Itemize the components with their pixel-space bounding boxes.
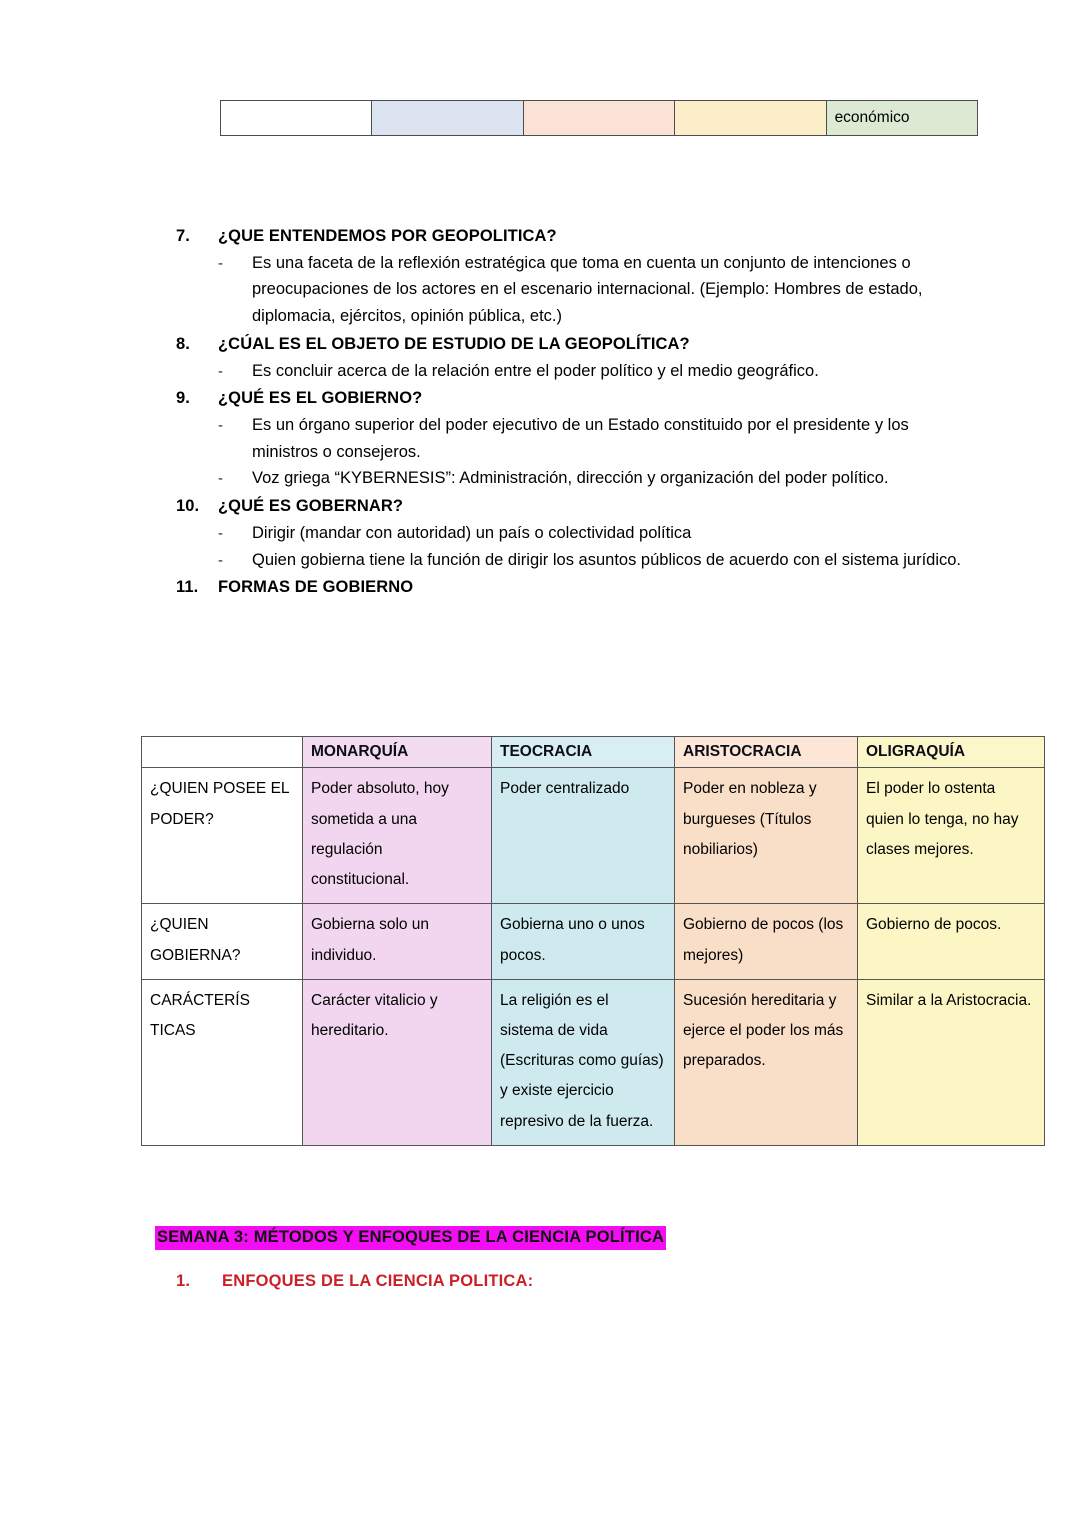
dash-bullet-icon: - — [218, 524, 223, 542]
continued-cell-5: económico — [826, 101, 977, 136]
question-list — [176, 222, 966, 601]
final-item-number: 1. — [176, 1272, 191, 1290]
question-text-7: ¿QUE ENTENDEMOS POR GEOPOLITICA? — [218, 227, 557, 245]
question-number-9: 9. — [176, 389, 190, 408]
cell-teocracia-caracteristicas: La religión es el sistema de vida (Escrituras como guías) y existe ejercicio represivo de la fuerza. — [492, 979, 675, 1145]
question-item-7 — [176, 223, 966, 330]
cell-teocracia-poder: Poder centralizado — [492, 768, 675, 904]
question-number-7: 7. — [176, 227, 190, 245]
question-text-11: FORMAS DE GOBIERNO — [218, 578, 414, 597]
cell-oligraquia-caracteristicas: Similar a la Aristocracia. — [858, 979, 1045, 1145]
header-teocracia: TEOCRACIA — [492, 737, 675, 768]
continued-cell-4 — [675, 101, 826, 136]
question-bullet — [218, 250, 966, 330]
cell-teocracia-gobierna: Gobierna uno o unos pocos. — [492, 904, 675, 979]
question-bullet — [218, 547, 966, 574]
semana-heading: SEMANA 3: MÉTODOS Y ENFOQUES DE LA CIENCIA POLÍTICA — [155, 1226, 666, 1250]
question-text-10: ¿QUÉ ES GOBERNAR? — [218, 497, 404, 516]
bullet-text: Es un órgano superior del poder ejecutivo de un Estado constituido por el presidente y los ministros o consejeros. — [252, 416, 909, 461]
dash-bullet-icon: - — [218, 362, 223, 380]
cell-aristocracia-caracteristicas: Sucesión hereditaria y ejerce el poder los más preparados. — [675, 979, 858, 1145]
final-list-item — [176, 1272, 533, 1291]
table-header-row — [142, 737, 1045, 768]
bullet-text: Quien gobierna tiene la función de dirigir los asuntos públicos de acuerdo con el sistema jurídico. — [252, 550, 962, 569]
cell-monarquia-poder: Poder absoluto, hoy sometida a una regulación constitucional. — [303, 768, 492, 904]
table-row — [142, 979, 1045, 1145]
question-heading-9 — [176, 385, 966, 412]
cell-monarquia-caracteristicas: Carácter vitalicio y hereditario. — [303, 979, 492, 1145]
continued-cell-1 — [221, 101, 372, 136]
cell-aristocracia-poder: Poder en nobleza y burgueses (Títulos nobiliarios) — [675, 768, 858, 904]
question-bullet — [218, 358, 966, 385]
cell-oligraquia-gobierna: Gobierno de pocos. — [858, 904, 1045, 979]
bullet-text: Dirigir (mandar con autoridad) un país o colectividad política — [252, 523, 692, 542]
header-monarquia: MONARQUÍA — [303, 737, 492, 768]
continued-cell-2 — [372, 101, 523, 136]
header-blank — [142, 737, 303, 768]
row-label-caracteristicas: CARÁCTERÍS TICAS — [142, 979, 303, 1145]
forms-of-government-table — [141, 736, 1045, 1146]
question-heading-7 — [176, 223, 966, 250]
bullet-text: Voz griega “KYBERNESIS”: Administración, dirección y organización del poder político. — [252, 469, 889, 488]
header-oligraquia: OLIGRAQUÍA — [858, 737, 1045, 768]
question-bullet — [218, 520, 966, 547]
bullet-text: Es una faceta de la reflexión estratégica que toma en cuenta un conjunto de intenciones o preocupaciones de los actores en el escenario internacional. (Ejemplo: Hombres de estado, diplomacia, ejércitos, opinión pública, etc.) — [252, 253, 923, 326]
final-item-text: ENFOQUES DE LA CIENCIA POLITICA: — [222, 1272, 534, 1290]
table-row — [221, 101, 978, 136]
cell-aristocracia-gobierna: Gobierno de pocos (los mejores) — [675, 904, 858, 979]
question-text-8: ¿CÚAL ES EL OBJETO DE ESTUDIO DE LA GEOPOLÍTICA? — [218, 334, 690, 353]
table-row — [142, 768, 1045, 904]
continued-table — [220, 100, 978, 136]
question-item-10 — [176, 493, 966, 573]
header-aristocracia: ARISTOCRACIA — [675, 737, 858, 768]
question-heading-8 — [176, 331, 966, 358]
question-heading-11 — [176, 574, 966, 601]
dash-bullet-icon: - — [218, 551, 223, 569]
table-row — [142, 904, 1045, 979]
continued-cell-3 — [523, 101, 674, 136]
dash-bullet-icon: - — [218, 470, 223, 488]
question-item-9 — [176, 385, 966, 492]
question-item-11 — [176, 574, 966, 601]
question-bullet — [218, 412, 966, 465]
dash-bullet-icon: - — [218, 254, 223, 272]
cell-monarquia-gobierna: Gobierna solo un individuo. — [303, 904, 492, 979]
question-number-10: 10. — [176, 497, 200, 516]
bullet-text: Es concluir acerca de la relación entre el poder político y el medio geográfico. — [252, 361, 819, 380]
question-heading-10 — [176, 493, 966, 520]
row-label-quien-posee-el-poder: ¿QUIEN POSEE EL PODER? — [142, 768, 303, 904]
dash-bullet-icon: - — [218, 417, 223, 435]
question-number-8: 8. — [176, 334, 190, 353]
question-text-9: ¿QUÉ ES EL GOBIERNO? — [218, 389, 423, 408]
question-number-11: 11. — [176, 578, 199, 597]
cell-oligraquia-poder: El poder lo ostenta quien lo tenga, no hay clases mejores. — [858, 768, 1045, 904]
question-bullet — [218, 465, 966, 492]
row-label-quien-gobierna: ¿QUIEN GOBIERNA? — [142, 904, 303, 979]
question-item-8 — [176, 331, 966, 384]
